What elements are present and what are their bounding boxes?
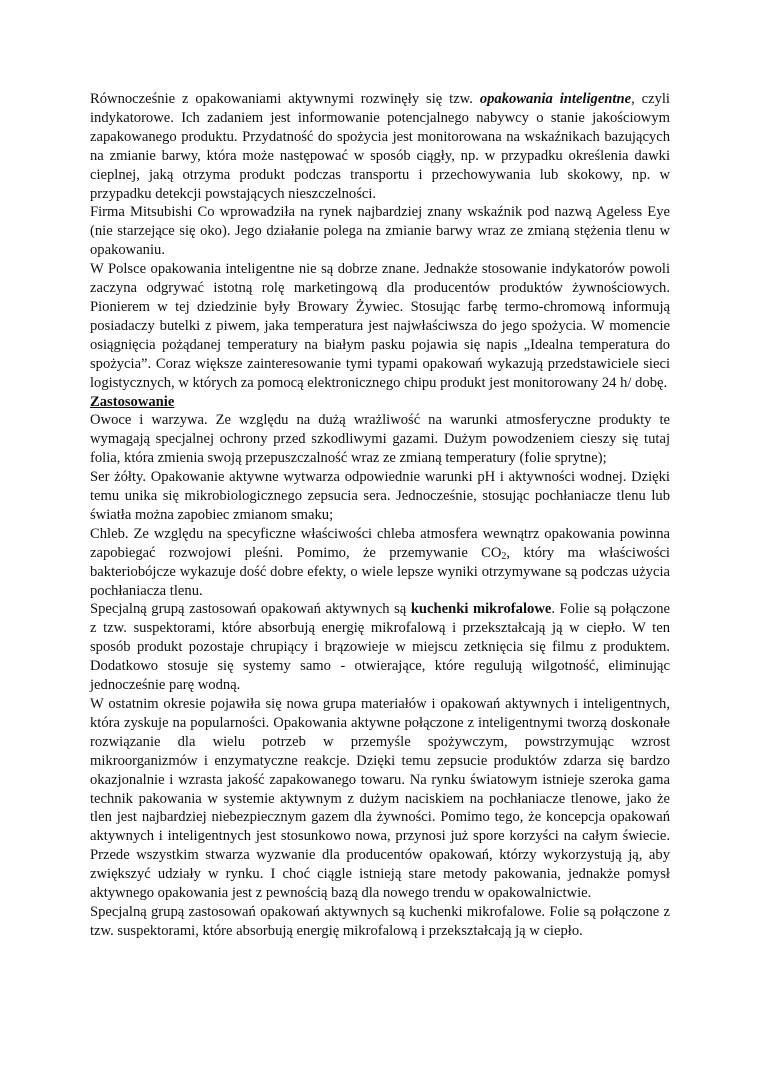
emphasized-term: opakowania inteligentne	[479, 91, 632, 107]
bold-term: kuchenki mikrofalowe	[410, 601, 552, 618]
paragraph-text: , czyli indykatorowe. Ich zadaniem jest informowanie potencjalnego nabywcy o stanie jakościowym zapakowanego produktu. Przydatność do spożycia jest monitorowana na wskaźnikach bazujących na zmianie barwy, która może następować w sposób ciągły, np. w przypadku określenia dawki cieplnej, jaką otrzyma produkt podczas transportu i przechowywania lub skokowy, np. w przypadku detekcji powstających nieszczelności.	[90, 91, 670, 202]
subscript: 2	[501, 550, 507, 562]
paragraph-text: , który ma właściwości bakteriobójcze wykazuje dość dobre efekty, o wiele lepsze wyniki otrzymywane są podczas użycia pochłaniacza tlenu.	[90, 544, 670, 599]
paragraph-new-materials: W ostatnim okresie pojawiła się nowa grupa materiałów i opakowań aktywnych i inteligentnych, która zyskuje na popularności. Opakowania aktywne połączone z inteligentnymi tworzą doskonałe rozwiązanie dla wielu potrzeb w przemyśle spożywczym, powstrzymując wzrost mikroorganizmów i enzymatyczne reakcje. Dzięki temu zepsucie produktów zdarza się bardzo okazjonalnie i wzrasta jakość zapakowanego towaru. Na rynku światowym istnieje szeroka gama technik pakowania w systemie aktywnym z dużym naciskiem na pochłaniacze tlenowe, jako że tlen jest najbardziej niebezpiecznym gazem dla żywności. Pomimo tego, że koncepcja opakowań aktywnych i inteligentnych jest stosunkowo nowa, przynosi już spore korzyści na całym świecie. Przede wszystkim stwarza wyzwanie dla producentów opakowań, którzy wykorzystują ją, aby zwiększyć udziały w rynku. I choć ciągle istnieją stare metody pakowania, jednakże pomysł aktywnego opakowania jest z pewnością bazą dla nowego trendu w opakowalnictwie.	[90, 696, 670, 902]
paragraph-mitsubishi: Firma Mitsubishi Co wprowadziła na rynek najbardziej znany wskaźnik pod nazwą Ageless Eye (nie starzejące się oko). Jego działanie polega na zmianie barwy wraz ze zmianą stężenia tlenu w opakowaniu.	[90, 204, 670, 259]
paragraph-microwave-repeat: Specjalną grupą zastosowań opakowań aktywnych są kuchenki mikrofalowe. Folie są połączone z tzw. suspektorami, które absorbują energię mikrofalową i przekształcają ją w ciepło.	[90, 903, 670, 939]
paragraph-bread	[90, 525, 670, 601]
paragraph-microwave	[90, 600, 670, 695]
paragraph-intelligent-packaging	[90, 90, 670, 203]
paragraph-text: Specjalną grupą zastosowań opakowań aktywnych są	[90, 601, 411, 618]
document-page	[90, 90, 670, 941]
paragraph-poland: W Polsce opakowania inteligentne nie są dobrze znane. Jednakże stosowanie indykatorów powoli zaczyna odgrywać istotną rolę marketingową dla producentów produktów żywnościowych. Pionierem w tej dziedzinie były Browary Żywiec. Stosując farbę termo-chromową informują posiadaczy butelki z piwem, jaka temperatura jest najwłaściwsza do jego spożycia. W momencie osiągnięcia pożądanej temperatury na białym pasku pojawia się napis „Idealna temperatura do spożycia”. Coraz większe zainteresowanie tymi typami opakowań wykazują przedstawiciele sieci logistycznych, w których za pomocą elektronicznego chipu produkt jest monitorowany 24 h/ dobę.	[90, 261, 670, 391]
paragraph-text: Chleb. Ze względu na specyficzne właściwości chleba atmosfera wewnątrz opakowania powinna zapobiegać rozwojowi pleśni. Pomimo, że przemywanie CO	[90, 525, 670, 561]
section-heading: Zastosowanie	[90, 393, 175, 410]
paragraph-text: . Folie są połączone z tzw. suspektorami, które absorbują energię mikrofalową i przekształcają ją w ciepło. W ten sposób produkt pozostaje chrupiący i brązowieje w miejscu zetknięcia się filmu z produktem. Dodatkowo stosuje się systemy samo - otwierające, które regulują wilgotność, eliminując jednocześnie parę wodną.	[90, 601, 671, 694]
paragraph-cheese: Ser żółty. Opakowanie aktywne wytwarza odpowiednie warunki pH i aktywności wodnej. Dzięki temu unika się mikrobiologicznego zepsucia sera. Jednocześnie, stosując pochłaniacze tlenu lub światła można zapobiec zmianom smaku;	[90, 469, 670, 523]
paragraph-text: Równocześnie z opakowaniami aktywnymi rozwinęły się tzw.	[90, 91, 480, 107]
paragraph-fruits-vegetables: Owoce i warzywa. Ze względu na dużą wrażliwość na warunki atmosferyczne produkty te wymagają specjalnej ochrony przed szkodliwymi gazami. Dużym powodzeniem cieszy się tutaj folia, która zmienia swoją przepuszczalność wraz ze zmianą temperatury (folie sprytne);	[90, 412, 670, 467]
